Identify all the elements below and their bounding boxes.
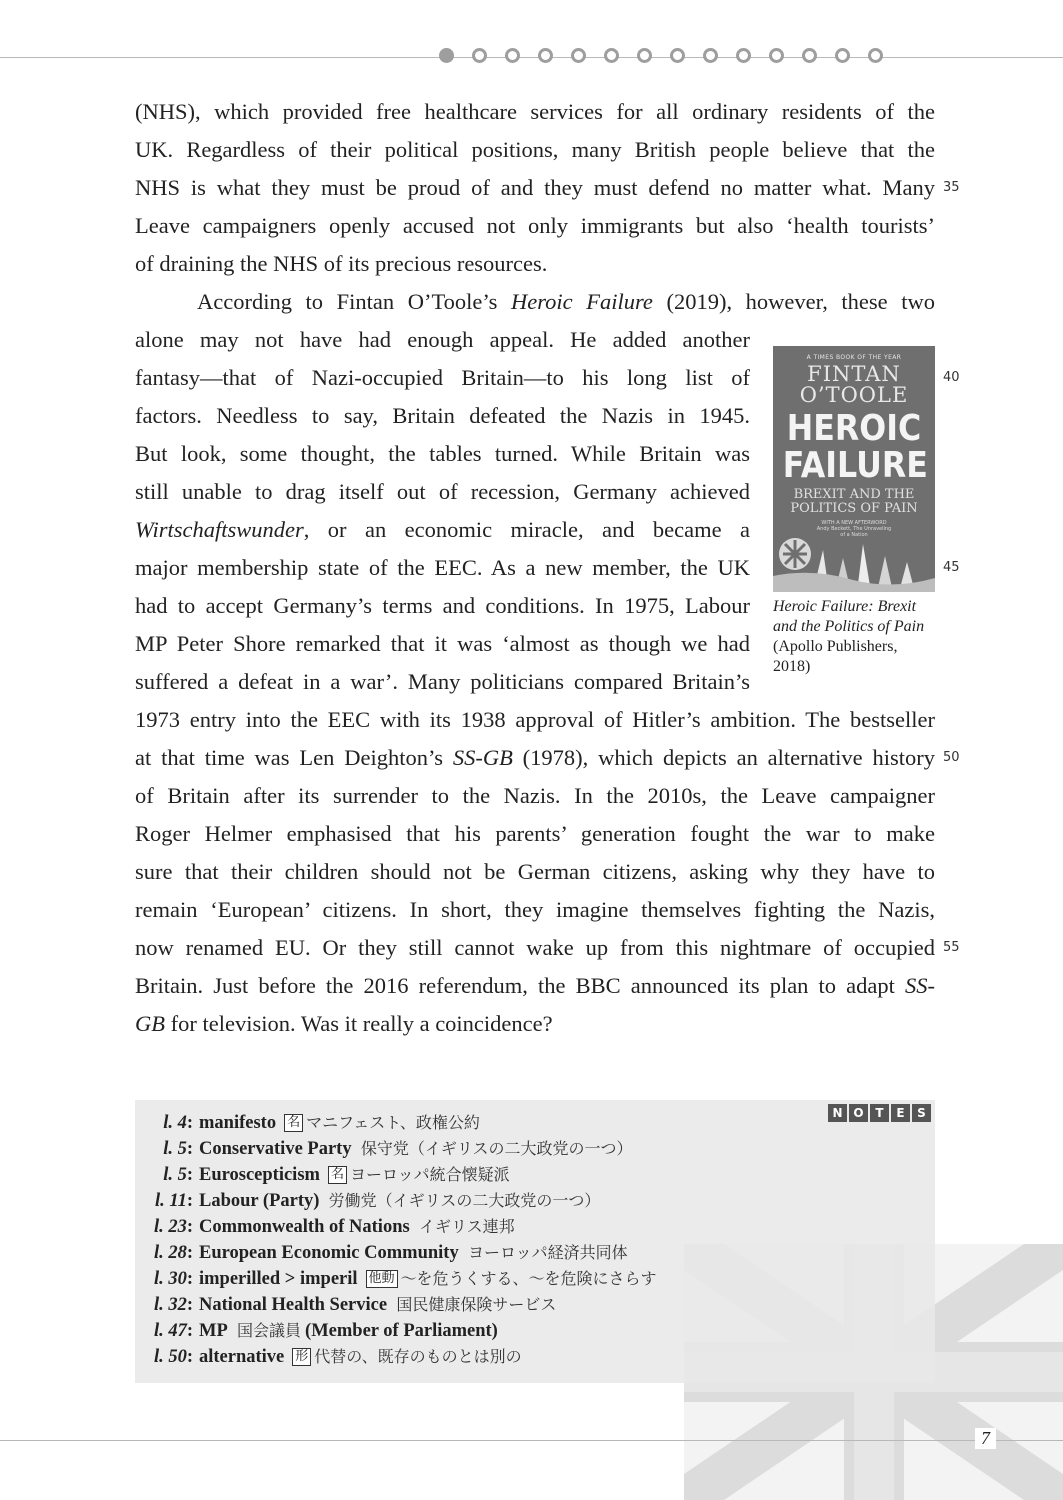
note-row: [135, 1266, 657, 1292]
page-number: 7: [975, 1428, 996, 1449]
note-gloss: ヨーロッパ統合懐疑派: [349, 1165, 510, 1184]
dot: [670, 48, 685, 63]
note-extra: (Member of Parliament): [305, 1321, 498, 1341]
note-line-number: l. 47:: [153, 1321, 193, 1341]
note-number: 5: [177, 1165, 187, 1185]
note-term: manifesto: [199, 1113, 277, 1133]
cover-small-line: WITH A NEW AFTERWORD: [821, 520, 887, 526]
cover-title-line: FAILURE: [782, 445, 928, 486]
body-line: But look, some thought, the tables turned. While Britain was: [135, 441, 750, 466]
body-line: Leave campaigners openly accused not only immigrants but also ‘health tourists’: [135, 213, 935, 238]
body-text: Britain. Just before the 2016 referendum, the BBC announced its plan to adapt: [135, 973, 895, 998]
body-line: alone may not have had enough appeal. He added another: [135, 327, 750, 352]
line-number: 35: [943, 180, 960, 195]
dot: [538, 48, 553, 63]
note-row: [135, 1344, 522, 1370]
dot-filled: [439, 48, 454, 63]
dot: [835, 48, 850, 63]
note-l-marker: l.: [163, 1113, 173, 1133]
caption-publisher: (Apollo Publishers,: [773, 638, 898, 655]
dot: [604, 48, 619, 63]
note-row: [135, 1110, 480, 1136]
note-number: 28: [168, 1243, 187, 1263]
progress-dots: [439, 48, 883, 63]
cover-small-line: Andy Beckett, The Unraveling: [816, 526, 892, 532]
cover-author-last: O’TOOLE: [799, 383, 909, 407]
note-row: [135, 1162, 510, 1188]
cover-subtitle: [773, 488, 935, 516]
body-line: (NHS), which provided free healthcare services for all ordinary residents of the: [135, 99, 935, 124]
body-text: According to Fintan O’Toole’s: [197, 289, 511, 314]
body-line: remain ‘European’ citizens. In short, they imagine themselves fighting the Nazis,: [135, 897, 935, 922]
note-term: Labour (Party): [199, 1191, 320, 1211]
note-term: National Health Service: [199, 1295, 388, 1315]
body-line: [135, 283, 935, 321]
notes-badge-letter: T: [870, 1104, 889, 1122]
note-l-marker: l.: [153, 1217, 164, 1237]
book-title: Heroic Failure: [510, 289, 653, 314]
body-line: fantasy—that of Nazi-occupied Britain—to his long list of: [135, 365, 750, 390]
body-line: had to accept Germany’s terms and conditions. In 1975, Labour: [135, 593, 750, 618]
note-gloss: イギリス連邦: [418, 1217, 515, 1236]
body-line: 1973 entry into the EEC with its 1938 approval of Hitler’s ambition. The bestseller: [135, 707, 935, 732]
note-l-marker: l.: [154, 1191, 165, 1211]
dot: [472, 48, 487, 63]
note-l-marker: l.: [153, 1321, 164, 1341]
note-line-number: l. 28:: [153, 1243, 193, 1263]
notes-box: [135, 1100, 935, 1383]
note-term: Euroscepticism: [199, 1165, 320, 1185]
body-line: [135, 739, 935, 777]
note-gloss: ～を危うくする、～を危険にさらす: [400, 1269, 657, 1288]
cover-small-line: of a Nation: [840, 532, 868, 538]
dot: [736, 48, 751, 63]
note-l-marker: l.: [163, 1165, 173, 1185]
dot: [868, 48, 883, 63]
note-row: [135, 1188, 600, 1214]
cover-title: [783, 410, 926, 484]
note-number: 47: [168, 1321, 187, 1341]
note-part-of-speech: 名: [284, 1114, 303, 1132]
dot: [571, 48, 586, 63]
body-line: NHS is what they must be proud of and they must defend no matter what. Many: [135, 175, 935, 200]
caption-title-line: and the Politics of Pain: [773, 618, 925, 635]
note-gloss: 国会議員: [237, 1321, 302, 1340]
cover-illustration: [773, 532, 935, 592]
notes-badge-letter: O: [849, 1104, 868, 1122]
note-term: European Economic Community: [199, 1243, 459, 1263]
note-row: [135, 1318, 498, 1344]
body-line: [135, 511, 750, 549]
body-line: UK. Regardless of their political positions, many British people believe that the: [135, 137, 935, 162]
note-line-number: l. 4:: [163, 1113, 193, 1133]
bottom-rule: [0, 1440, 1063, 1441]
body-text: for television. Was it really a coincidence?: [170, 1011, 553, 1036]
note-line-number: l. 5:: [163, 1139, 193, 1159]
note-line-number: l. 30:: [153, 1269, 193, 1289]
note-line-number: l. 23:: [153, 1217, 193, 1237]
foreign-term: Wirtschaftswunder: [135, 517, 304, 542]
note-l-marker: l.: [163, 1139, 173, 1159]
book-title: SS-: [905, 973, 935, 998]
book-title: SS-GB: [452, 745, 513, 770]
line-number: 45: [943, 560, 960, 575]
note-term: Conservative Party: [199, 1139, 352, 1159]
note-l-marker: l.: [153, 1295, 164, 1315]
note-gloss: 保守党（イギリスの二大政党の一つ）: [360, 1139, 633, 1158]
note-number: 4: [177, 1113, 187, 1133]
body-text: (2019), however, these two: [652, 289, 935, 314]
notes-badge-letter: E: [891, 1104, 910, 1122]
notes-badge-letter: S: [912, 1104, 931, 1122]
line-number: 40: [943, 370, 960, 385]
body-line: MP Peter Shore remarked that it was ‘almost as though we had: [135, 631, 750, 656]
book-cover-image: [773, 346, 935, 592]
note-part-of-speech: 名: [328, 1166, 347, 1184]
note-term: Commonwealth of Nations: [199, 1217, 410, 1237]
note-term: MP: [199, 1321, 228, 1341]
cover-subtitle-line: POLITICS OF PAIN: [790, 501, 918, 516]
cover-title-line: HEROIC: [786, 408, 922, 449]
note-row: [135, 1214, 515, 1240]
notes-badge-letter: N: [828, 1104, 847, 1122]
body-text: , or an economic miracle, and became a: [303, 517, 750, 542]
note-term: imperilled > imperil: [199, 1269, 358, 1289]
note-l-marker: l.: [153, 1243, 164, 1263]
cover-author: [773, 364, 935, 406]
note-part-of-speech: 他動: [366, 1270, 398, 1288]
note-gloss: 国民健康保険サービス: [396, 1295, 557, 1314]
note-gloss: 代替の、既存のものとは別の: [314, 1347, 522, 1366]
note-row: [135, 1240, 628, 1266]
body-line: sure that their children should not be German citizens, asking why they have to: [135, 859, 935, 884]
note-line-number: l. 5:: [163, 1165, 193, 1185]
body-line: [135, 1005, 935, 1043]
body-line: factors. Needless to say, Britain defeated the Nazis in 1945.: [135, 403, 750, 428]
note-line-number: l. 32:: [153, 1295, 193, 1315]
note-number: 23: [168, 1217, 187, 1237]
book-title: GB: [135, 1011, 165, 1036]
note-number: 11: [169, 1191, 187, 1211]
note-gloss: ヨーロッパ経済共同体: [467, 1243, 628, 1262]
body-text: (1978),: [512, 745, 599, 770]
dot: [802, 48, 817, 63]
note-l-marker: l.: [153, 1269, 164, 1289]
note-gloss: マニフェスト、政権公約: [306, 1113, 480, 1132]
note-number: 30: [168, 1269, 187, 1289]
dot: [703, 48, 718, 63]
note-part-of-speech: 形: [292, 1348, 311, 1366]
note-line-number: l. 11:: [154, 1191, 193, 1211]
dot: [769, 48, 784, 63]
note-line-number: l. 50:: [153, 1347, 193, 1367]
line-number: 55: [943, 940, 960, 955]
caption-title-line: Heroic Failure: Brexit: [773, 598, 917, 615]
dot: [505, 48, 520, 63]
body-line: suffered a defeat in a war’. Many politicians compared Britain’s: [135, 669, 750, 694]
body-line: of Britain after its surrender to the Nazis. In the 2010s, the Leave campaigner: [135, 783, 935, 808]
dot: [637, 48, 652, 63]
body-line: [135, 967, 935, 1005]
note-term: alternative: [199, 1347, 285, 1367]
body-line: Roger Helmer emphasised that his parents’ generation fought the war to make: [135, 821, 935, 846]
note-row: [135, 1136, 633, 1162]
note-number: 50: [168, 1347, 187, 1367]
note-l-marker: l.: [153, 1347, 164, 1367]
figure-caption: [773, 597, 948, 677]
note-number: 32: [168, 1295, 187, 1315]
notes-badge: [828, 1104, 931, 1122]
cover-tagline: A TIMES BOOK OF THE YEAR: [806, 354, 902, 361]
body-line: still unable to drag itself out of recession, Germany achieved: [135, 479, 750, 504]
note-number: 5: [177, 1139, 187, 1159]
line-number: 50: [943, 750, 960, 765]
body-text: which depicts an alternative history: [598, 745, 935, 770]
body-text: at that time was Len Deighton’s: [135, 745, 453, 770]
cover-subtitle-line: BREXIT AND THE: [793, 487, 915, 502]
note-row: [135, 1292, 556, 1318]
note-gloss: 労働党（イギリスの二大政党の一つ）: [328, 1191, 601, 1210]
body-line: major membership state of the EEC. As a new member, the UK: [135, 555, 750, 580]
caption-year: 2018): [773, 658, 811, 675]
body-line: now renamed EU. Or they still cannot wake up from this nightmare of occupied: [135, 935, 935, 960]
body-line: of draining the NHS of its precious resources.: [135, 251, 548, 276]
cover-author-first: FINTAN: [807, 362, 901, 386]
